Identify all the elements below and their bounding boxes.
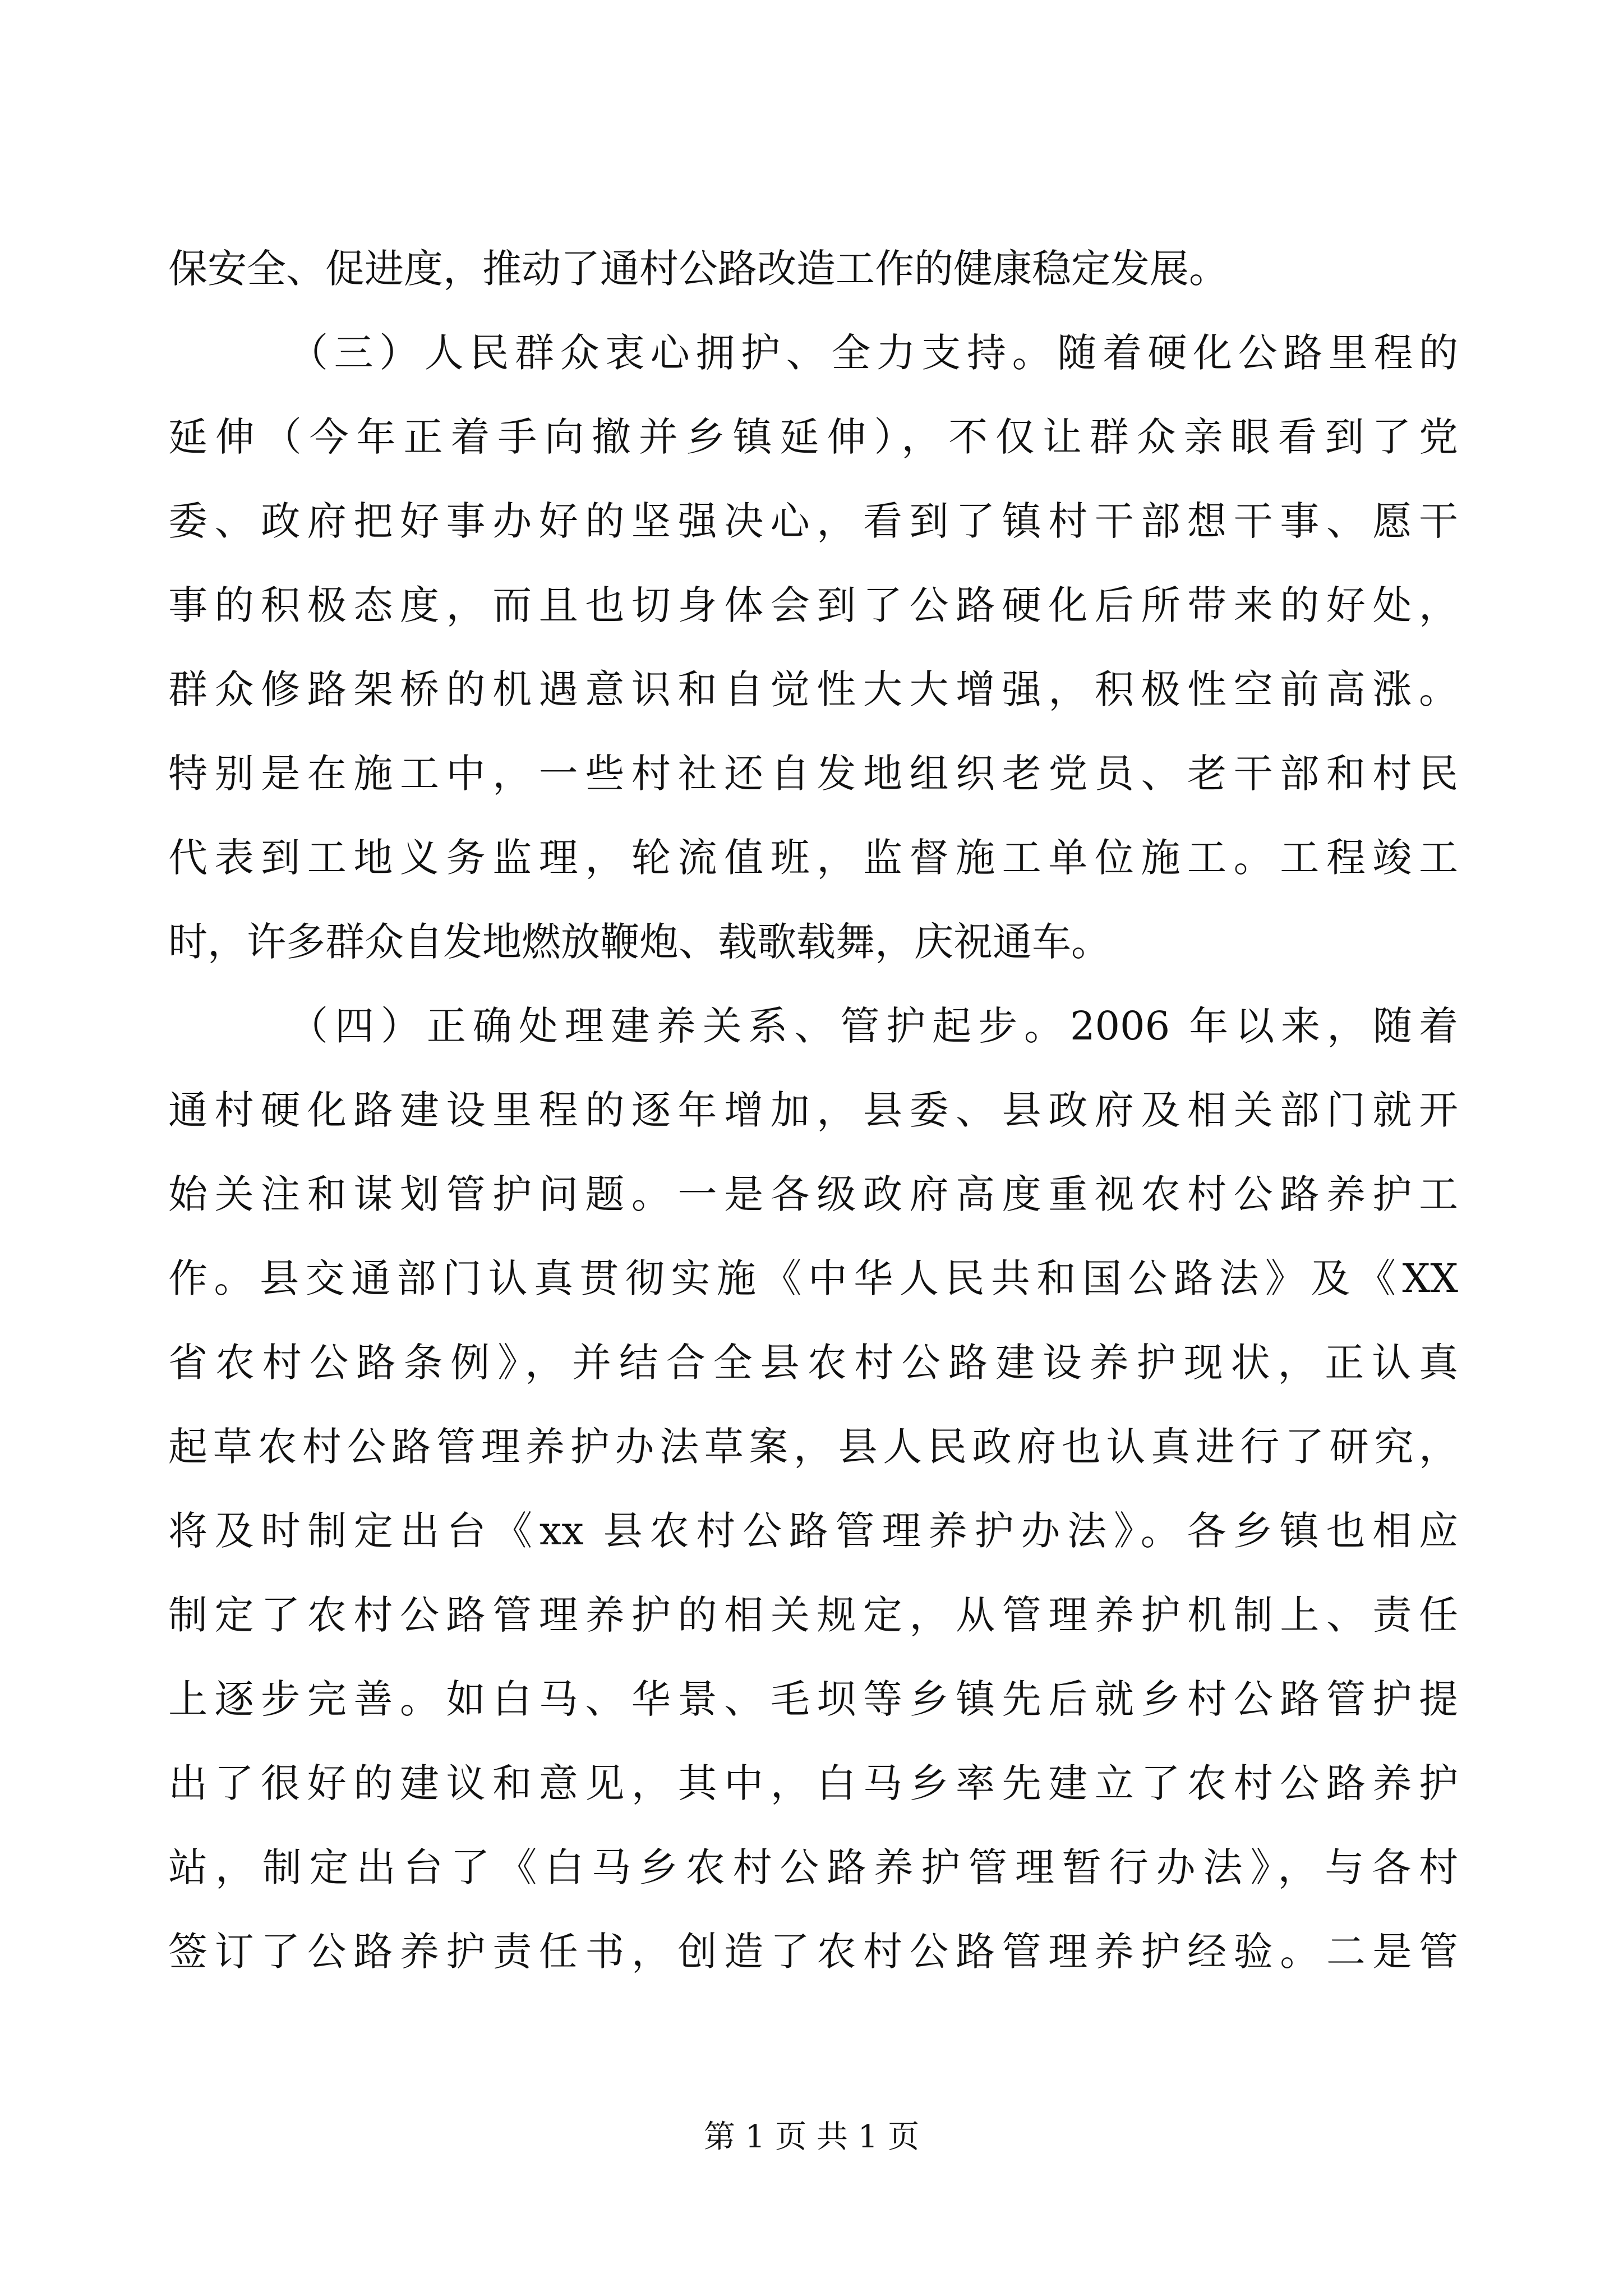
text-line: 作。县交通部门认真贯彻实施《中华人民共和国公路法》及《XX xyxy=(168,1255,1458,1301)
page-footer xyxy=(0,2115,1623,2160)
text-line: 延伸（今年正着手向撤并乡镇延伸），不仅让群众亲眼看到了党 xyxy=(168,414,1458,460)
text-line: 站，制定出台了《白马乡农村公路养护管理暂行办法》，与各村 xyxy=(168,1844,1458,1890)
text-line: 时，许多群众自发地燃放鞭炮、载歌载舞，庆祝通车。 xyxy=(168,919,1110,965)
text-line: 代表到工地义务监理，轮流值班，监督施工单位施工。工程竣工 xyxy=(168,835,1458,881)
text-line: 特别是在施工中，一些村社还自发地组织老党员、老干部和村民 xyxy=(168,751,1458,797)
text-line: 将及时制定出台《xx 县农村公路管理养护办法》。各乡镇也相应 xyxy=(168,1508,1458,1554)
text-line: 起草农村公路管理养护办法草案，县人民政府也认真进行了研究， xyxy=(168,1424,1458,1470)
text-line: 通村硬化路建设里程的逐年增加，县委、县政府及相关部门就开 xyxy=(168,1087,1458,1133)
text-line: 保安全、促进度，推动了通村公路改造工作的健康稳定发展。 xyxy=(168,246,1228,292)
text-line: 始关注和谋划管护问题。一是各级政府高度重视农村公路养护工 xyxy=(168,1171,1458,1217)
text-line: 委、政府把好事办好的坚强决心，看到了镇村干部想干事、愿干 xyxy=(168,498,1458,544)
text-line: 签订了公路养护责任书，创造了农村公路管理养护经验。二是管 xyxy=(168,1929,1458,1975)
text-line: 制定了农村公路管理养护的相关规定，从管理养护机制上、责任 xyxy=(168,1592,1458,1638)
text-line: 事的积极态度，而且也切身体会到了公路硬化后所带来的好处， xyxy=(168,582,1458,628)
paragraph-start-line: （四）正确处理建养关系、管护起步。2006 年以来，随着 xyxy=(289,1003,1458,1049)
page-number-label: 第 1 页 共 1 页 xyxy=(703,2119,920,2155)
text-line: 出了很好的建议和意见，其中，白马乡率先建立了农村公路养护 xyxy=(168,1760,1458,1806)
body-text xyxy=(168,227,1458,1994)
text-line: 群众修路架桥的机遇意识和自觉性大大增强，积极性空前高涨。 xyxy=(168,666,1458,712)
paragraph-start-line: （三）人民群众衷心拥护、全力支持。随着硬化公路里程的 xyxy=(289,330,1458,376)
text-line: 上逐步完善。如白马、华景、毛坝等乡镇先后就乡村公路管护提 xyxy=(168,1676,1458,1722)
text-line: 省农村公路条例》，并结合全县农村公路建设养护现状，正认真 xyxy=(168,1340,1458,1386)
